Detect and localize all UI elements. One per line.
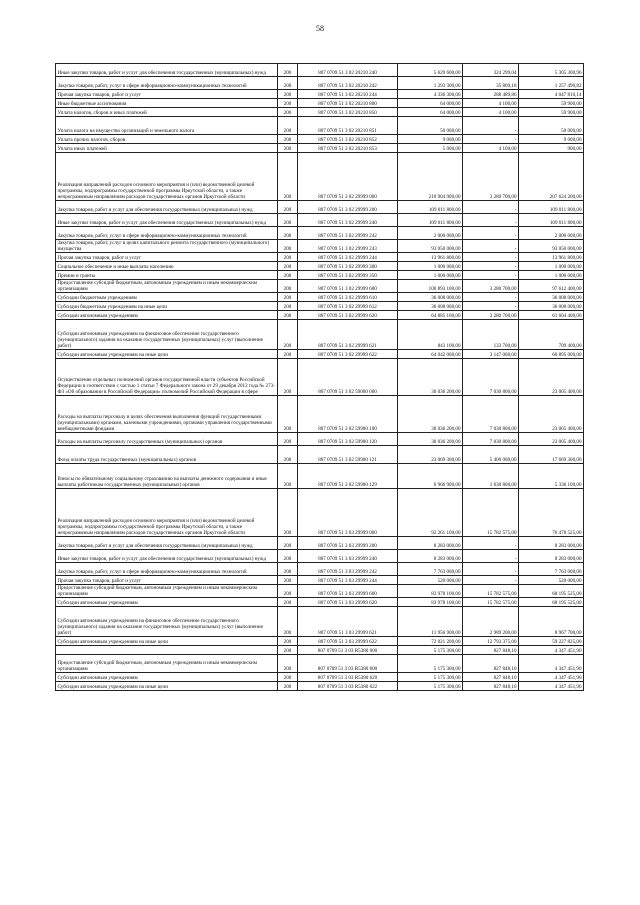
row-unexecuted-amount: 76 478 525,00 [519,489,584,537]
row-code: 200 [278,637,298,646]
row-classification-code: 807 0709 51 3 03 29999 000 [298,489,398,537]
row-classification-code: 807 0709 51 3 03 29999 600 [298,585,398,598]
row-approved-amount: 5 175 300,00 [398,682,463,691]
row-code: 200 [278,271,298,280]
row-classification-code: 807 0709 51 3 02 20210 853 [298,144,398,153]
table-row [56,99,584,108]
row-unexecuted-amount: 7 763 000,00 [519,563,584,576]
table-row [56,464,584,489]
row-executed-amount: - [463,135,519,144]
row-code: 200 [278,585,298,598]
row-unexecuted-amount: 109 011 800,00 [519,201,584,214]
row-approved-amount: 83 978 100,00 [398,585,463,598]
table-row [56,682,584,691]
row-approved-amount: 100 893 100,00 [398,280,463,293]
row-name: Уплата налога на имущество организаций и земельного налога [56,117,278,135]
row-executed-amount: 4 100,00 [463,108,519,117]
row-executed-amount: 827 848,10 [463,655,519,673]
row-executed-amount: - [463,537,519,550]
table-row [56,135,584,144]
row-approved-amount: 93 050 000,00 [398,240,463,253]
row-classification-code: 807 0709 51 3 03 29999 244 [298,576,398,585]
row-unexecuted-amount: 36 008 000,00 [519,302,584,311]
row-code: 200 [278,144,298,153]
row-code: 200 [278,563,298,576]
row-classification-code: 807 0709 51 3 02 20210 851 [298,117,398,135]
row-unexecuted-amount: 59 227 825,00 [519,637,584,646]
row-name: Прочая закупка товаров, работ и услуг [56,90,278,99]
row-classification-code: 807 0709 51 3 02 20210 800 [298,99,398,108]
row-approved-amount: 7 763 000,00 [398,563,463,576]
row-approved-amount: 5 175 300,00 [398,673,463,682]
row-name: Иные бюджетные ассигнования [56,99,278,108]
table-row [56,433,584,446]
row-executed-amount: 288 489,86 [463,90,519,99]
table-row [56,214,584,227]
row-approved-amount: 23 069 300,00 [398,446,463,464]
row-executed-amount: 3 280 700,00 [463,311,519,320]
row-code: 200 [278,227,298,240]
row-executed-amount: 827 848,10 [463,646,519,655]
table-row [56,396,584,433]
row-executed-amount: 12 793 375,00 [463,637,519,646]
row-name: Уплата прочих налогов, сборов [56,135,278,144]
row-classification-code: 807 0709 51 3 02 29999 600 [298,280,398,293]
row-classification-code: 807 0709 51 3 03 R5380 000 [298,646,398,655]
row-name: Субсидии бюджетным учреждениям на иные цели [56,302,278,311]
table-row [56,144,584,153]
row-code: 200 [278,550,298,563]
row-unexecuted-amount: 5 336 100,00 [519,464,584,489]
row-approved-amount: 64 000,00 [398,108,463,117]
row-executed-amount: - [463,576,519,585]
row-approved-amount: 64 000,00 [398,99,463,108]
row-code: 200 [278,99,298,108]
row-classification-code: 807 0709 51 3 02 29999 620 [298,311,398,320]
row-name: Закупка товаров, работ, услуг в сфере информационно-коммуникационных технологий [56,77,278,90]
row-name: Закупка товаров, работ, услуг в целях капитального ремонта государственного (муниципального) имущества [56,240,278,253]
row-code: 200 [278,293,298,302]
row-classification-code: 807 0709 51 3 03 R5380 620 [298,673,398,682]
row-code: 200 [278,598,298,607]
row-code: 200 [278,489,298,537]
row-unexecuted-amount: 23 005 400,00 [519,359,584,396]
table-body [56,64,584,691]
row-unexecuted-amount: 900,00 [519,144,584,153]
row-approved-amount: 109 011 800,00 [398,214,463,227]
row-unexecuted-amount: 1 000 000,00 [519,262,584,271]
row-approved-amount: 9 000,00 [398,135,463,144]
table-row [56,201,584,214]
row-code: 200 [278,117,298,135]
row-unexecuted-amount: 4 347 451,90 [519,673,584,682]
row-code: 200 [278,537,298,550]
table-row [56,64,584,77]
row-classification-code: 807 0709 51 3 02 29999 610 [298,293,398,302]
row-unexecuted-amount: 61 604 400,00 [519,311,584,320]
row-code: 200 [278,302,298,311]
row-unexecuted-amount: 23 005 400,00 [519,396,584,433]
row-executed-amount: - [463,240,519,253]
row-name: Предоставление субсидий бюджетным, автономным учреждениям и иным некоммерческим организациям [56,280,278,293]
row-classification-code: 807 0709 51 3 03 29999 620 [298,598,398,607]
row-name: Осуществление отдельных полномочий органов государственной власти субъектов Российской Федерации в соответствии с частью 1 статьи 7 Федерального закона от 29 декабря 2012 года № 273-ФЗ «Об образовании в Российской Федерации» полномочий Российской Федерации в сфере [56,359,278,396]
row-classification-code: 807 0709 51 3 02 29999 242 [298,227,398,240]
row-approved-amount: 210 904 900,00 [398,153,463,201]
row-approved-amount: 36 008 000,00 [398,302,463,311]
row-unexecuted-amount: 4 347 451,90 [519,655,584,673]
row-approved-amount: 5 629 600,00 [398,64,463,77]
row-unexecuted-amount: 1 000 000,00 [519,271,584,280]
row-executed-amount: 7 030 800,00 [463,359,519,396]
row-approved-amount: 1 293 300,00 [398,77,463,90]
row-executed-amount: 4 100,00 [463,99,519,108]
row-executed-amount: 3 280 700,00 [463,153,519,201]
row-classification-code: 807 0709 51 3 02 29999 240 [298,214,398,227]
table-row [56,576,584,585]
row-approved-amount: 5 000,00 [398,144,463,153]
row-executed-amount: - [463,563,519,576]
row-executed-amount: 35 809,18 [463,77,519,90]
row-code: 200 [278,311,298,320]
row-executed-amount: - [463,550,519,563]
row-unexecuted-amount: 60 895 000,00 [519,350,584,359]
row-name: Уплата иных платежей [56,144,278,153]
row-name: Прочая закупка товаров, работ и услуг [56,576,278,585]
row-classification-code: 807 0709 51 3 03 29999 240 [298,550,398,563]
row-executed-amount: 7 030 800,00 [463,396,519,433]
row-executed-amount: - [463,227,519,240]
row-code: 200 [278,682,298,691]
row-name: Фонд оплаты труда государственных (муниципальных) органов [56,446,278,464]
row-classification-code: 807 0709 51 3 02 59900 120 [298,433,398,446]
table-row [56,240,584,253]
row-name: Социальное обеспечение и иные выплаты населению [56,262,278,271]
row-approved-amount: 109 011 800,00 [398,201,463,214]
row-code: 200 [278,350,298,359]
row-executed-amount: 133 700,00 [463,320,519,350]
row-classification-code: 807 0709 51 3 03 R5380 622 [298,682,398,691]
page-number: 58 [316,24,324,33]
row-approved-amount: 92 261 100,00 [398,489,463,537]
table-row [56,90,584,99]
table-row [56,271,584,280]
row-classification-code: 807 0709 51 3 02 20210 244 [298,90,398,99]
row-unexecuted-amount: 68 195 525,00 [519,598,584,607]
row-unexecuted-amount: 8 967 700,00 [519,607,584,637]
row-unexecuted-amount: 68 195 525,00 [519,585,584,598]
row-approved-amount: 13 961 800,00 [398,253,463,262]
row-classification-code: 807 0709 51 3 02 29999 243 [298,240,398,253]
row-classification-code: 807 0709 51 3 02 20210 240 [298,64,398,77]
row-unexecuted-amount: 8 283 000,00 [519,550,584,563]
row-name: Закупка товаров, работ и услуг для обеспечения государственных (муниципальных) нужд [56,201,278,214]
row-code: 200 [278,135,298,144]
row-name: Иные закупки товаров, работ и услуг для обеспечения государственных (муниципальных) нужд [56,64,278,77]
row-name: Взносы по обязательному социальному страхованию на выплаты денежного содержания и иные выплаты работникам государственных (муниципальных) органов [56,464,278,489]
row-classification-code: 807 0709 51 3 02 59900 100 [298,396,398,433]
row-code: 200 [278,320,298,350]
row-name: Расходы на выплаты персоналу в целях обеспечения выполнения функций государственными (муниципальными) органами, казенными учреждениями, органами управления государственными внебюджетными фондами [56,396,278,433]
row-name: Субсидии автономным учреждениям [56,598,278,607]
row-executed-amount: 2 989 200,00 [463,607,519,637]
row-executed-amount: 827 848,10 [463,682,519,691]
row-executed-amount: - [463,302,519,311]
table-row [56,77,584,90]
row-approved-amount: 8 283 000,00 [398,537,463,550]
row-approved-amount: 5 175 300,00 [398,655,463,673]
row-approved-amount: 30 036 200,00 [398,359,463,396]
row-name: Предоставление субсидий бюджетным, автономным учреждениям и иным некоммерческим организациям [56,655,278,673]
row-code: 200 [278,90,298,99]
table-row [56,253,584,262]
row-unexecuted-amount: 520 000,00 [519,576,584,585]
row-classification-code: 807 0709 51 3 02 29999 244 [298,253,398,262]
table-row [56,585,584,598]
table-row [56,280,584,293]
row-code: 200 [278,214,298,227]
row-approved-amount: 36 008 000,00 [398,293,463,302]
row-code: 200 [278,108,298,117]
row-code: 200 [278,576,298,585]
row-unexecuted-amount: 8 283 000,00 [519,537,584,550]
row-code: 200 [278,655,298,673]
row-name: Субсидии автономным учреждениям на иные цели [56,350,278,359]
row-code: 200 [278,64,298,77]
row-executed-amount: 7 030 800,00 [463,433,519,446]
row-approved-amount: 30 036 200,00 [398,433,463,446]
row-unexecuted-amount: 2 000 000,00 [519,227,584,240]
row-approved-amount: 2 000 000,00 [398,227,463,240]
row-code: 200 [278,280,298,293]
row-code: 200 [278,673,298,682]
table-row [56,311,584,320]
row-name: Закупка товаров, работ, услуг в сфере информационно-коммуникационных технологий [56,563,278,576]
row-approved-amount: 843 100,00 [398,320,463,350]
row-unexecuted-amount: 709 400,00 [519,320,584,350]
row-executed-amount: 324 299,04 [463,64,519,77]
row-name: Реализация направлений расходов основного мероприятия и (или) ведомственной целевой программы, подпрограммы государственной программы Иркутской области, а также непрограммным направлениям расходов государственных органов Иркутской области [56,489,278,537]
row-classification-code: 807 0709 51 3 02 29999 622 [298,350,398,359]
row-unexecuted-amount: 59 900,00 [519,108,584,117]
row-classification-code: 807 0709 51 3 02 29999 621 [298,320,398,350]
row-unexecuted-amount: 4 347 451,90 [519,682,584,691]
table-row [56,293,584,302]
row-executed-amount: 5 400 000,00 [463,446,519,464]
row-classification-code: 807 0709 51 3 02 20210 242 [298,77,398,90]
table-row [56,646,584,655]
row-executed-amount: 3 280 700,00 [463,280,519,293]
row-classification-code: 807 0709 51 3 03 29999 621 [298,607,398,637]
row-classification-code: 807 0709 51 3 03 29999 200 [298,537,398,550]
row-approved-amount: 83 978 100,00 [398,598,463,607]
row-approved-amount: 1 000 000,00 [398,262,463,271]
row-code: 200 [278,646,298,655]
row-executed-amount: 827 848,10 [463,673,519,682]
row-code: 200 [278,396,298,433]
row-name: Иные закупки товаров, работ и услуг для обеспечения государственных (муниципальных) нужд [56,550,278,563]
table-row [56,446,584,464]
row-name: Расходы на выплаты персоналу государственных (муниципальных) органов [56,433,278,446]
row-code: 200 [278,464,298,489]
table-row [56,117,584,135]
row-code: 200 [278,253,298,262]
table-row [56,320,584,350]
row-classification-code: 807 0709 51 3 02 29999 350 [298,271,398,280]
table-row [56,227,584,240]
row-code: 200 [278,359,298,396]
row-executed-amount: - [463,293,519,302]
row-classification-code: 807 0709 51 3 02 59900 129 [298,464,398,489]
budget-execution-table [55,63,584,691]
row-executed-amount: 15 782 575,00 [463,585,519,598]
row-executed-amount: - [463,253,519,262]
table-row [56,489,584,537]
row-executed-amount: 3 147 000,00 [463,350,519,359]
table-row [56,550,584,563]
row-code: 200 [278,262,298,271]
row-name: Реализация направлений расходов основного мероприятия и (или) ведомственной целевой программы, подпрограммы государственной программы Иркутской области, а также непрограммным направлениям расходов государственных органов Иркутской области [56,153,278,201]
row-name: Субсидии бюджетным учреждениям [56,293,278,302]
row-executed-amount: 15 782 575,00 [463,489,519,537]
row-approved-amount: 50 000,00 [398,117,463,135]
row-classification-code: 807 0709 51 3 03 29999 622 [298,637,398,646]
row-code: 200 [278,607,298,637]
row-unexecuted-amount: 13 961 800,00 [519,253,584,262]
row-unexecuted-amount: 109 011 800,00 [519,214,584,227]
table-row [56,598,584,607]
row-code: 200 [278,201,298,214]
row-classification-code: 807 0709 51 3 02 20210 850 [298,108,398,117]
row-unexecuted-amount: 97 612 400,00 [519,280,584,293]
row-approved-amount: 4 336 300,00 [398,90,463,99]
row-name: Премии и гранты [56,271,278,280]
row-name: Предоставление субсидий бюджетным, автономным учреждениям и иным некоммерческим организациям [56,585,278,598]
row-approved-amount: 5 175 300,00 [398,646,463,655]
row-executed-amount: 1 630 800,00 [463,464,519,489]
row-name: Закупка товаров, работ, услуг в сфере информационно-коммуникационных технологий [56,227,278,240]
table-row [56,153,584,201]
row-executed-amount: 15 782 575,00 [463,598,519,607]
row-unexecuted-amount: 4 347 451,90 [519,646,584,655]
row-name: Субсидии автономным учреждениям на финансовое обеспечение государственного (муниципального) задания на оказание государственных (муниципальных) услуг (выполнение работ) [56,320,278,350]
row-unexecuted-amount: 4 047 810,14 [519,90,584,99]
row-approved-amount: 6 966 900,00 [398,464,463,489]
row-unexecuted-amount: 36 008 000,00 [519,293,584,302]
row-classification-code: 807 0709 51 3 02 29999 612 [298,302,398,311]
row-code: 200 [278,240,298,253]
table-row [56,262,584,271]
row-unexecuted-amount: 17 669 300,00 [519,446,584,464]
row-classification-code: 807 0709 51 3 03 29999 242 [298,563,398,576]
row-unexecuted-amount: 9 000,00 [519,135,584,144]
row-unexecuted-amount: 93 050 000,00 [519,240,584,253]
row-code: 200 [278,446,298,464]
row-approved-amount: 30 036 200,00 [398,396,463,433]
row-classification-code: 807 0709 51 3 02 29999 200 [298,201,398,214]
table-row [56,607,584,637]
row-classification-code: 807 0709 51 3 02 59900 121 [298,446,398,464]
row-approved-amount: 64 042 000,00 [398,350,463,359]
row-classification-code: 807 0709 51 3 02 29999 000 [298,153,398,201]
table-row [56,108,584,117]
row-executed-amount: - [463,201,519,214]
row-approved-amount: 8 283 000,00 [398,550,463,563]
table-row [56,673,584,682]
row-code: 200 [278,77,298,90]
table-row [56,655,584,673]
row-approved-amount: 1 000 000,00 [398,271,463,280]
row-approved-amount: 64 885 100,00 [398,311,463,320]
row-approved-amount: 72 021 200,00 [398,637,463,646]
row-unexecuted-amount: 1 257 490,82 [519,77,584,90]
row-executed-amount: - [463,271,519,280]
row-executed-amount: 4 100,00 [463,144,519,153]
row-unexecuted-amount: 59 900,00 [519,99,584,108]
table-row [56,359,584,396]
row-name: Закупка товаров, работ и услуг для обеспечения государственных (муниципальных) нужд [56,537,278,550]
row-code: 200 [278,153,298,201]
row-name: Субсидии автономным учреждениям на иные цели [56,637,278,646]
row-unexecuted-amount: 207 624 200,00 [519,153,584,201]
row-name: Субсидии автономным учреждениям на финансовое обеспечение государственного (муниципального) задания на оказание государственных (муниципальных) услуг (выполнение работ) [56,607,278,637]
row-name: Субсидии автономным учреждениям [56,311,278,320]
table-row [56,637,584,646]
table-row [56,563,584,576]
row-approved-amount: 11 956 900,00 [398,607,463,637]
row-unexecuted-amount: 50 000,00 [519,117,584,135]
row-code: 200 [278,433,298,446]
table-row [56,350,584,359]
row-unexecuted-amount: 5 305 300,96 [519,64,584,77]
row-classification-code: 807 0709 51 3 02 20210 852 [298,135,398,144]
row-classification-code: 807 0709 51 3 02 29999 300 [298,262,398,271]
row-executed-amount: - [463,214,519,227]
row-executed-amount: - [463,117,519,135]
table-row [56,537,584,550]
row-approved-amount: 520 000,00 [398,576,463,585]
row-classification-code: 807 0709 51 3 02 59000 000 [298,359,398,396]
row-name: Уплата налогов, сборов и иных платежей [56,108,278,117]
table-row [56,302,584,311]
row-name: Прочая закупка товаров, работ и услуг [56,253,278,262]
row-classification-code: 807 0709 51 3 03 R5380 600 [298,655,398,673]
row-name: Субсидии автономным учреждениям [56,673,278,682]
row-unexecuted-amount: 23 005 400,00 [519,433,584,446]
row-executed-amount: - [463,262,519,271]
row-name: Субсидии автономным учреждениям на иные цели [56,682,278,691]
row-name: Иные закупки товаров, работ и услуг для обеспечения государственных (муниципальных) нужд [56,214,278,227]
row-name [56,646,278,655]
